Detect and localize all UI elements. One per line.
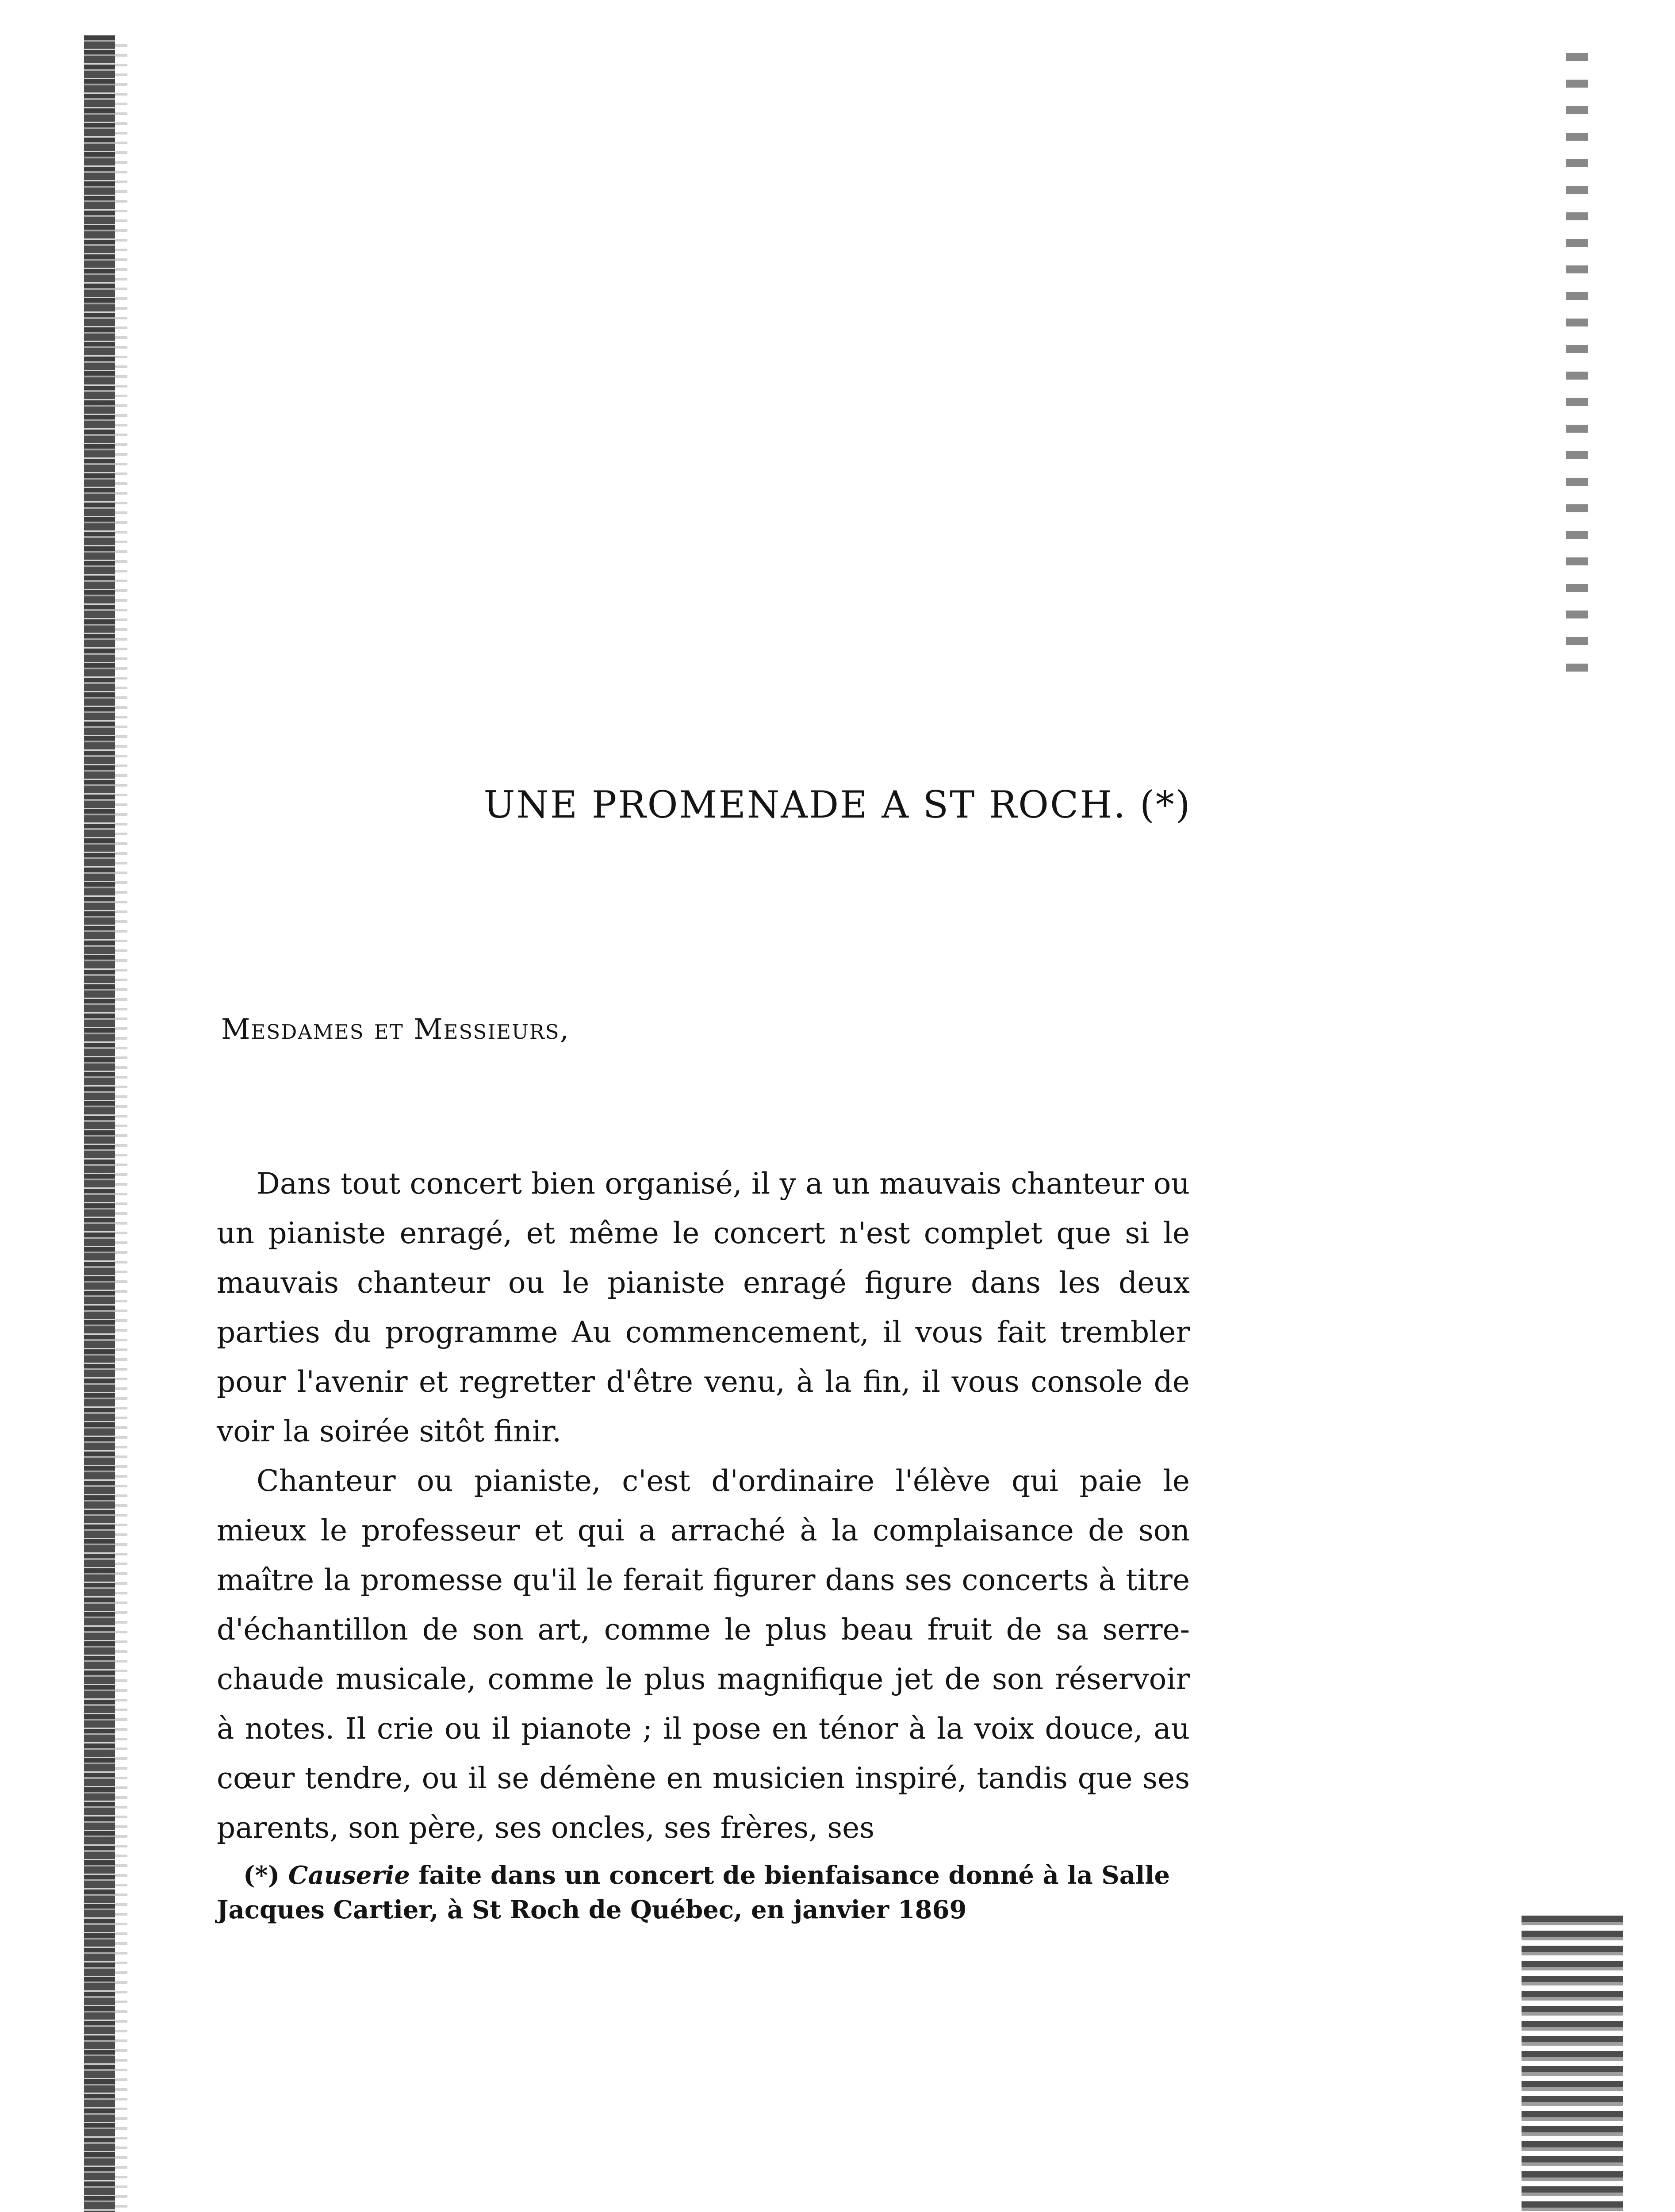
right-page-edge-bottom-artifact — [1522, 1916, 1623, 2212]
chapter-title: UNE PROMENADE A ST ROCH. (*) — [483, 783, 1192, 826]
footnote-mark: (*) — [243, 1861, 280, 1890]
paragraph-1: Dans tout concert bien organisé, il y a un mauvais chanteur ou un pianiste enragé, et même le concert n'est complet que si le mauvais chanteur ou le pianiste enragé figure dans les deux parties du programme Au commencement, il vous fait trembler pour l'avenir et regretter d'être venu, à la fin, il vous console de voir la soirée sitôt finir. — [217, 1167, 1190, 1448]
body-text — [217, 1159, 1190, 1853]
footnote — [217, 1858, 1190, 1927]
footnote-italic-word: Causerie — [288, 1861, 410, 1890]
left-page-edge-scan-artifact — [84, 35, 115, 2212]
right-page-edge-top-artifact — [1566, 53, 1588, 681]
left-page-edge-shadow — [115, 44, 127, 2212]
paragraph-2: Chanteur ou pianiste, c'est d'ordinaire l'élève qui paie le mieux le professeur et qui a arraché à la complaisance de son maître la promesse qu'il le ferait figurer dans ses concerts à titre d'échantillon de son art, comme le plus beau fruit de sa serre-chaude musicale, comme le plus magnifique jet de son réservoir à notes. Il crie ou il pianote ; il pose en ténor à la voix douce, au cœur tendre, ou il se démène en musicien inspiré, tandis que ses parents, son père, ses oncles, ses frères, ses — [217, 1464, 1190, 1845]
footnote-text: faite dans un concert de bienfaisance donné à la Salle Jacques Cartier, à St Roch de Québec, en janvier 1869 — [217, 1861, 1170, 1924]
salutation: Mesdames et Messieurs, — [221, 1013, 570, 1046]
